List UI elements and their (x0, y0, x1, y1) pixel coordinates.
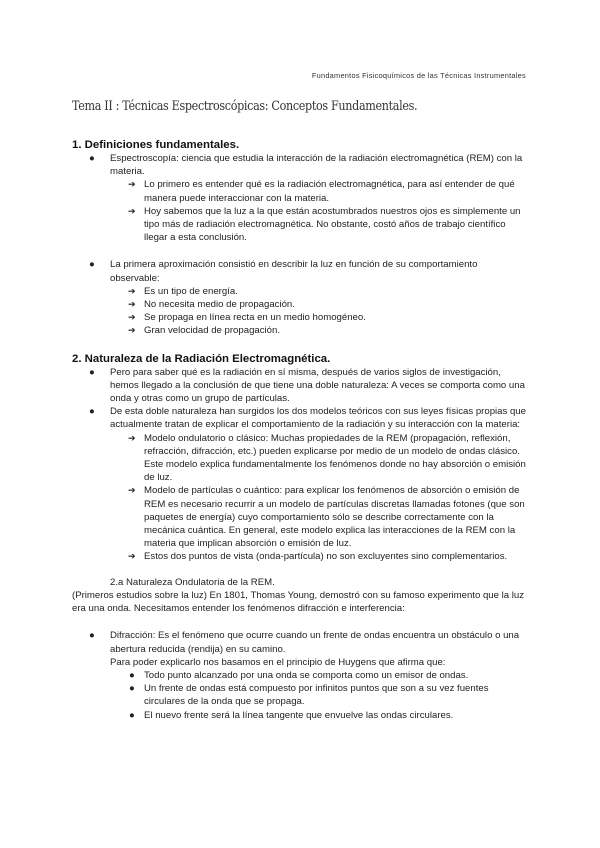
bullet-icon: ● (129, 709, 135, 721)
arrow-right-icon: ➔ (128, 485, 136, 496)
list-item: ➔ Es un tipo de energía. (128, 285, 238, 297)
arrow-right-icon: ➔ (128, 551, 136, 562)
list-item: ● De esta doble naturaleza han surgidos los dos modelos teóricos con sus leyes físicas propias que actualmente tratan de explicar el comportamiento de la radiación y su interacción con la materia: (89, 406, 526, 431)
arrow-right-icon: ➔ (128, 205, 136, 216)
bullet-icon: ● (89, 630, 95, 642)
subsection-heading: 2.a Naturaleza Ondulatoria de la REM. (110, 576, 275, 588)
section-2-heading: 2. Naturaleza de la Radiación Electromagnética. (72, 352, 331, 365)
bullet-icon: ● (89, 153, 95, 164)
spacer (72, 564, 528, 576)
list-item: ● Espectroscopía: ciencia que estudia la interacción de la radiación electromagnética (REM) con la materia. (89, 153, 523, 178)
list-item: ● Difracción: Es el fenómeno que ocurre cuando un frente de ondas encuentra un obstáculo o una abertura reducida (rendija) en su camino. (89, 630, 520, 655)
list-item: ➔ Gran velocidad de propagación. (128, 325, 281, 337)
running-header: Fundamentos Fisicoquímicos de las Técnicas Instrumentales (311, 71, 526, 80)
bullet-icon: ● (89, 366, 95, 378)
bullet-icon: ● (89, 259, 95, 271)
list-item: ➔ Hoy sabemos que la luz a la que están acostumbrados nuestros ojos es simplemente un tipo más de radiación electromagnética. No obstante, costó años de trabajo científico llegar a esta conclusión. (128, 205, 521, 244)
list-item: ● Un frente de ondas está compuesto por infinitos puntos que son a su vez fuentes circulares de la onda que se propaga. (129, 683, 489, 708)
list-item: ● La primera aproximación consistió en describir la luz en función de su comportamiento observable: (89, 259, 478, 284)
list-item: ● El nuevo frente será la línea tangente que envuelve las ondas circulares. (129, 709, 454, 721)
arrow-right-icon: ➔ (128, 432, 136, 443)
huygens-list (72, 669, 528, 722)
huygens-note: Para poder explicarlo nos basamos en el principio de Huygens que afirma que: (110, 656, 446, 668)
list-item: ➔ Lo primero es entender qué es la radiación electromagnética, para así entender de qué manera puede interaccionar con la materia. (128, 179, 515, 204)
page-title: Tema II : Técnicas Espectroscópicas: Conceptos Fundamentales. (72, 99, 418, 114)
arrow-right-icon: ➔ (128, 299, 136, 310)
section-1-list (72, 152, 528, 244)
list-item: ➔ Estos dos puntos de vista (onda-partícula) no son excluyentes sino complementarios. (128, 551, 508, 563)
list-item: ➔ Se propaga en línea recta en un medio homogéneo. (128, 312, 366, 324)
section-1-heading: 1. Definiciones fundamentales. (72, 139, 240, 151)
intro-paragraph: (Primeros estudios sobre la luz) En 1801, Thomas Young, demostró con su famoso experimento que la luz era una onda. Necesitamos entender los fenómenos difracción e interferencia: (72, 589, 525, 615)
list-item: ● Pero para saber qué es la radiación en sí misma, después de varios siglos de investigación, hemos llegado a la conclusión de que tiene una doble naturaleza: A veces se comporta como una onda y otras como un grupo de partículas. (89, 366, 525, 405)
arrow-right-icon: ➔ (128, 179, 136, 190)
list-item: ➔ No necesita medio de propagación. (128, 299, 295, 311)
bullet-icon: ● (89, 406, 95, 418)
spacer (72, 615, 528, 629)
spacer (72, 244, 528, 258)
section-1-list-2 (72, 258, 528, 337)
list-item: ➔ Modelo ondulatorio o clásico: Muchas propiedades de la REM (propagación, reflexión, refracción, difracción, etc.) pueden explicarse por medio de un modelo de ondas clásico. Este modelo explica fundamentalmente los fenómenos donde no hay absorción o emisión de luz. (128, 432, 526, 484)
list-item: ● Todo punto alcanzado por una onda se comporta como un emisor de ondas. (129, 669, 469, 681)
bullet-icon: ● (129, 669, 135, 681)
diffraction-list (72, 629, 528, 655)
arrow-right-icon: ➔ (128, 285, 136, 296)
document-body (72, 138, 528, 722)
spacer (72, 338, 528, 352)
section-2-list (72, 366, 528, 564)
bullet-icon: ● (129, 683, 135, 695)
list-item: ➔ Modelo de partículas o cuántico: para explicar los fenómenos de absorción o emisión de REM es necesario recurrir a un modelo de partículas discretas llamadas fotones (que son paquetes de energía) cuyo comportamiento sólo se describe correctamente con la mecánica cuántica. En general, este modelo explica las interacciones de la REM con la materia que implican absorción o emisión de luz. (128, 485, 525, 550)
arrow-right-icon: ➔ (128, 312, 136, 323)
arrow-right-icon: ➔ (128, 325, 136, 336)
